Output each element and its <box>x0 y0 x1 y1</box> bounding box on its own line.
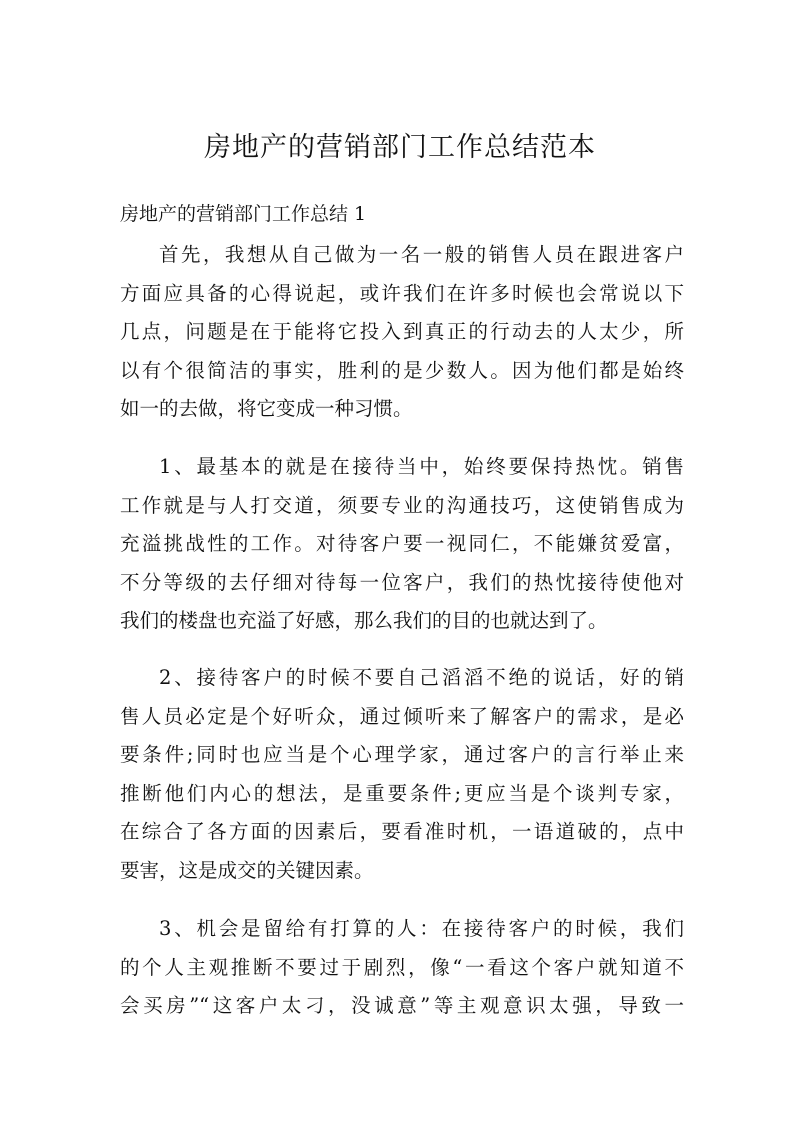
paragraph-line: 几点，问题是在于能将它投入到真正的行动去的人太少，所 <box>120 320 684 343</box>
paragraph-point-3 <box>120 910 684 1026</box>
paragraph-line: 要害，这是成交的关键因素。 <box>120 858 374 882</box>
paragraph-line: 推断他们内心的想法，是重要条件;更应当是个谈判专家， <box>120 781 684 805</box>
paragraph-line: 会买房”“这客户太刁，没诚意”等主观意识太强，导致一 <box>120 994 684 1017</box>
paragraph-line: 售人员必定是个好听众，通过倾听来了解客户的需求，是必 <box>120 704 684 728</box>
paragraph-line: 方面应具备的心得说起，或许我们在许多时候也会常说以下 <box>120 281 684 305</box>
paragraph-line: 2、接待客户的时候不要自己滔滔不绝的说话，好的销 <box>159 666 684 689</box>
paragraph-line: 在综合了各方面的因素后，要看准时机，一语道破的，点中 <box>120 820 684 843</box>
paragraph-line: 充溢挑战性的工作。对待客户要一视同仁，不能嫌贫爱富， <box>120 532 684 555</box>
paragraph-line: 首先，我想从自己做为一名一般的销售人员在跟进客户 <box>159 243 684 266</box>
paragraph-line: 要条件;同时也应当是个心理学家，通过客户的言行举止来 <box>120 743 684 766</box>
paragraph-line: 我们的楼盘也充溢了好感，那么我们的目的也就达到了。 <box>120 609 608 632</box>
paragraph-point-1 <box>120 448 684 641</box>
paragraph-line: 的个人主观推断不要过于剧烈，像“一看这个客户就知道不 <box>120 955 684 979</box>
paragraph-line: 以有个很简洁的事实，胜利的是少数人。因为他们都是始终 <box>120 358 684 382</box>
paragraph-line: 1、最基本的就是在接待当中，始终要保持热忱。销售 <box>159 455 684 478</box>
section-heading: 房地产的营销部门工作总结 1 <box>120 203 367 225</box>
paragraph-point-2 <box>120 659 684 890</box>
paragraph-line: 不分等级的去仔细对待每一位客户，我们的热忱接待使他对 <box>120 570 684 594</box>
paragraph-line: 3、机会是留给有打算的人：在接待客户的时候，我们 <box>159 917 684 940</box>
paragraph-intro <box>120 236 684 429</box>
document-title: 房地产的营销部门工作总结范本 <box>204 132 596 163</box>
paragraph-line: 工作就是与人打交道，须要专业的沟通技巧，这使销售成为 <box>120 493 684 517</box>
paragraph-line: 如一的去做，将它变成一种习惯。 <box>120 397 413 420</box>
